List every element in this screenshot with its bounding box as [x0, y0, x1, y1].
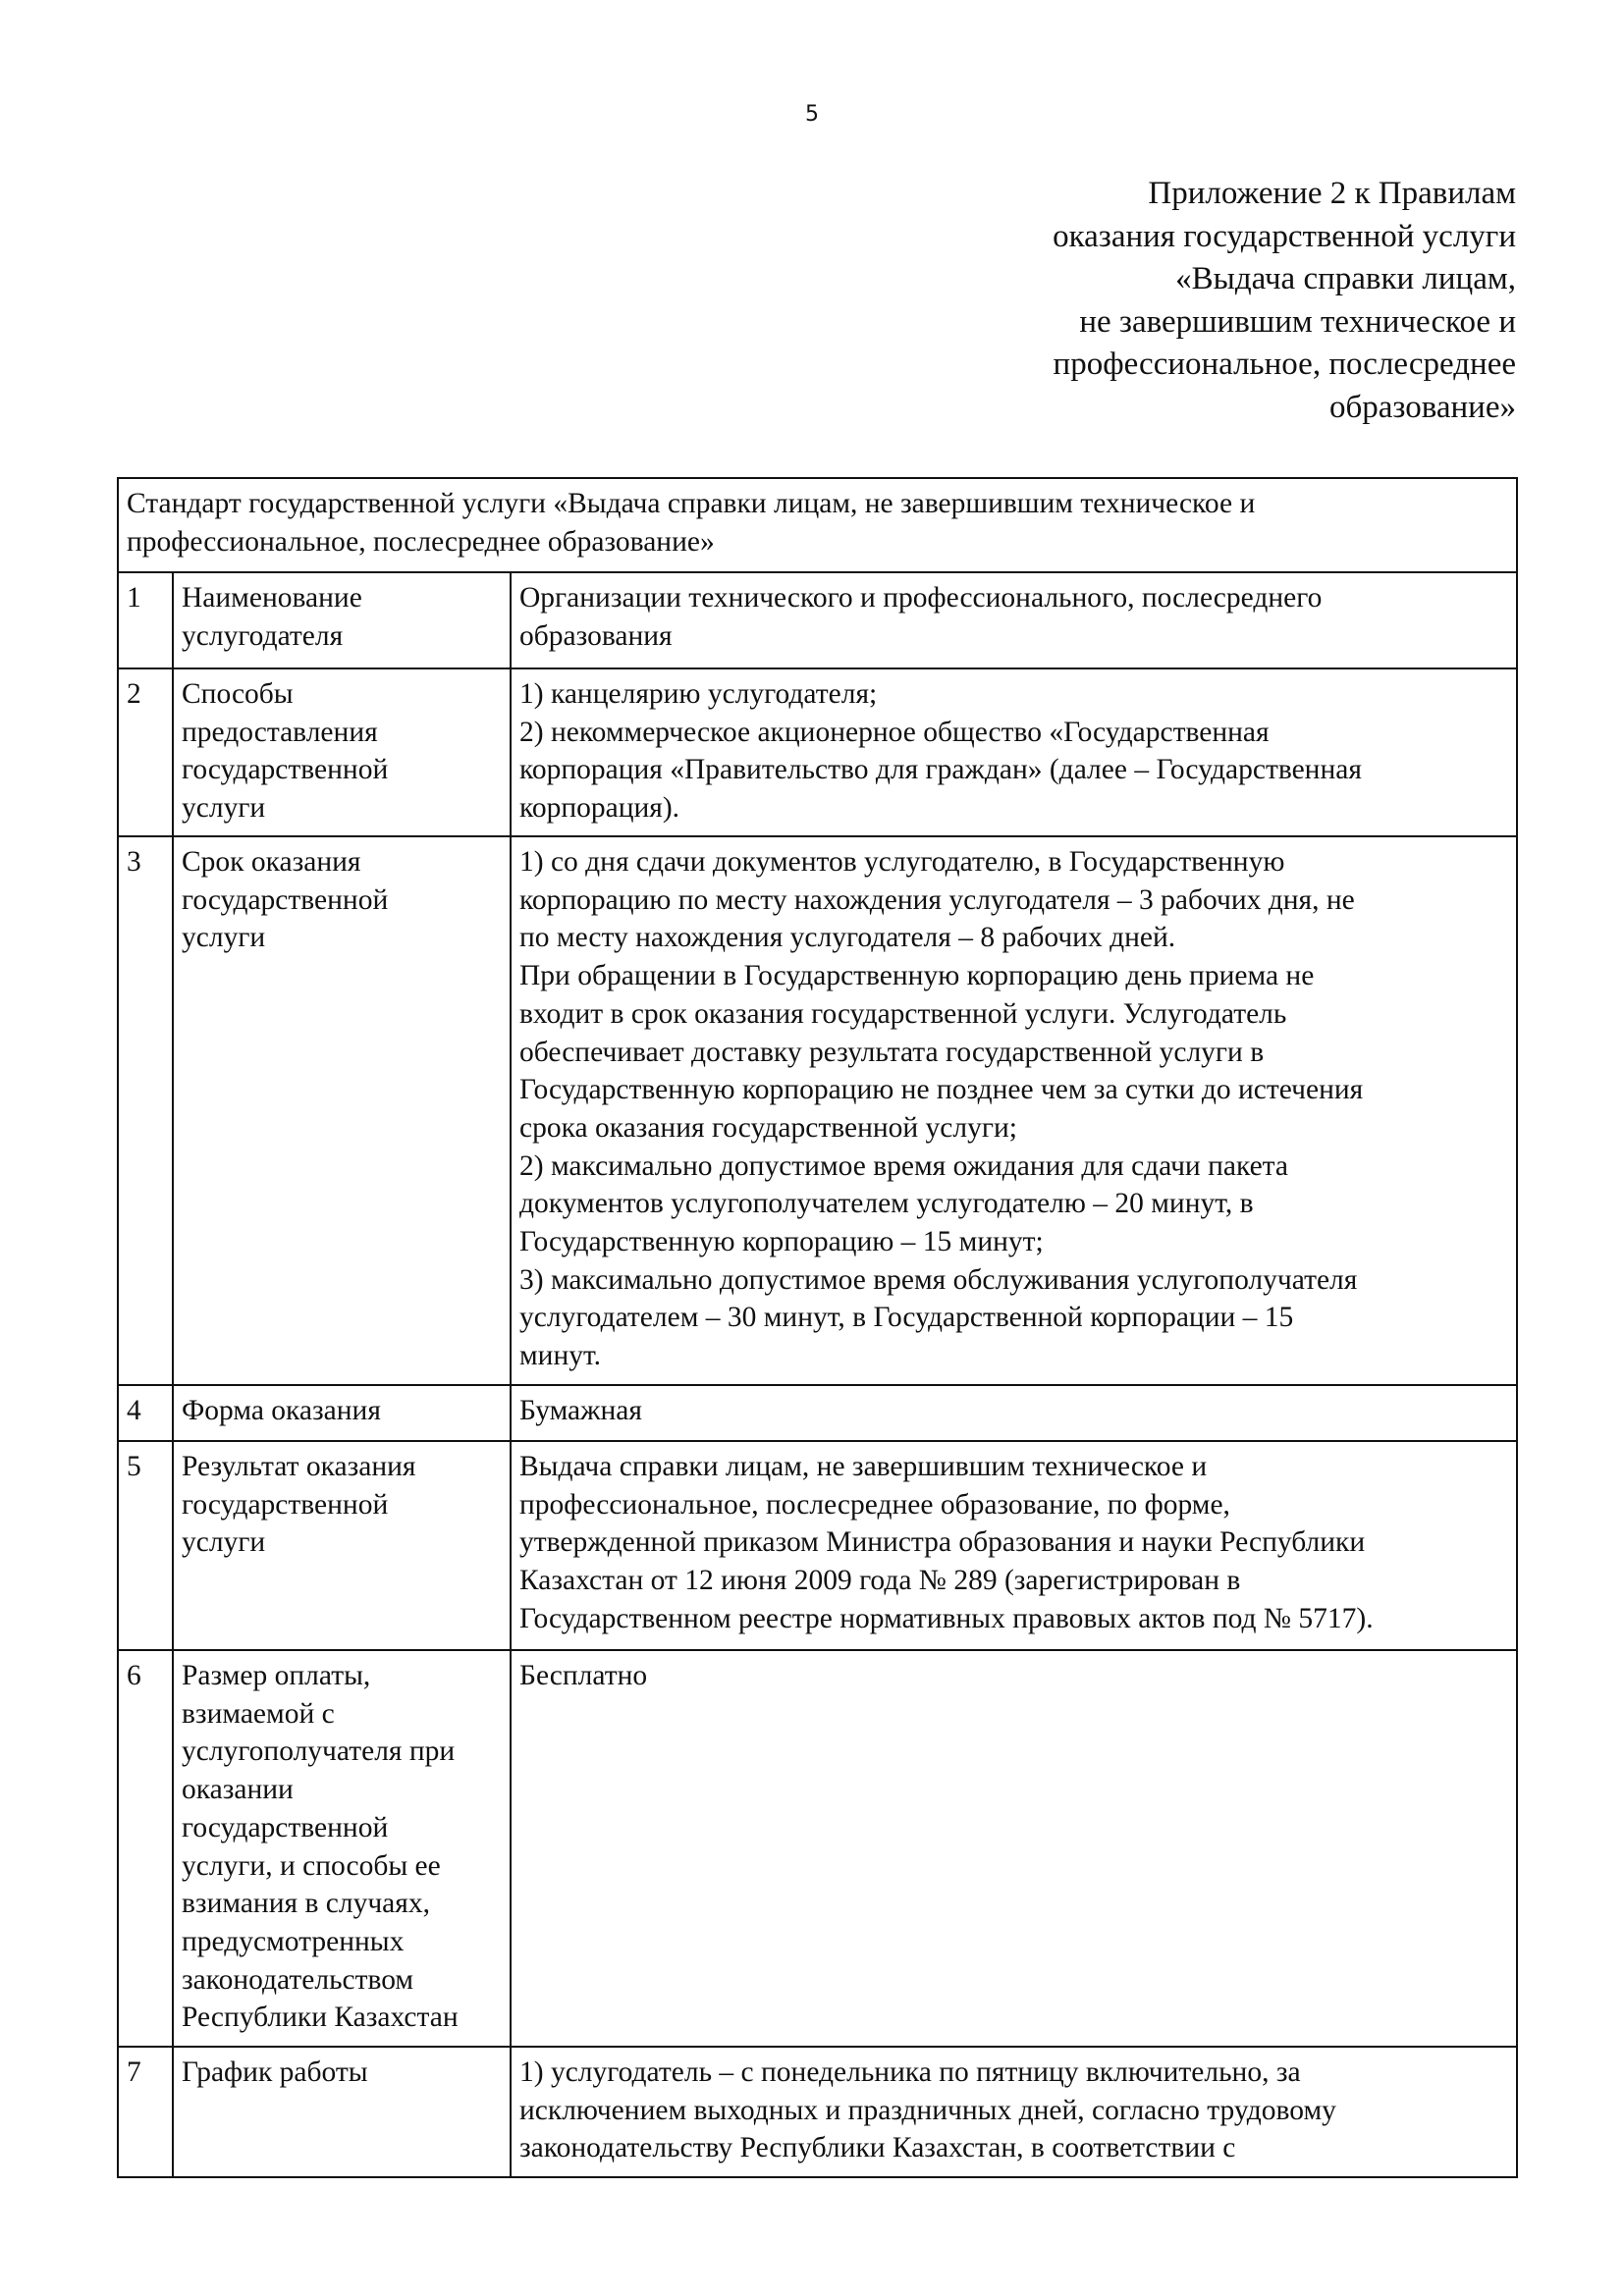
annex-header-line: «Выдача справки лицам,: [1175, 261, 1516, 296]
row-label-line: услуги, и способы ее: [182, 1849, 441, 1882]
row-value-line: Казахстан от 12 июня 2009 года № 289 (зарегистрирован в: [519, 1565, 1241, 1597]
table-row: [118, 572, 1517, 668]
row-value-line: 1) со дня сдачи документов услугодателю, в Государственную: [519, 846, 1285, 878]
row-label-line: услугополучателя при: [182, 1735, 456, 1768]
row-label-line: услуги: [182, 1526, 266, 1559]
row-value-line: Выдача справки лицам, не завершившим техническое и: [519, 1451, 1208, 1482]
row-label-line: государственной: [182, 1488, 389, 1521]
row-label-line: Размер оплаты,: [182, 1660, 371, 1691]
row-value-line: образования: [519, 619, 673, 652]
row-value-line: Организации технического и профессионального, послесреднего: [519, 582, 1323, 614]
row-value-line: услугодателем – 30 минут, в Государственной корпорации – 15: [519, 1302, 1294, 1334]
row-label-line: Наименование: [182, 582, 362, 614]
row-value: [511, 2047, 1517, 2177]
row-value: [511, 572, 1517, 668]
row-value-line: корпорация «Правительство для граждан» (далее – Государственная: [519, 754, 1362, 786]
table-title-line: профессиональное, послесреднее образование»: [127, 525, 715, 558]
row-value-line: Государственную корпорацию не позднее чем за сутки до истечения: [519, 1074, 1364, 1106]
row-label-line: государственной: [182, 1811, 389, 1843]
row-value-line: Государственном реестре нормативных правовых актов под № 5717).: [519, 1602, 1374, 1634]
row-value-line: корпорацию по месту нахождения услугодателя – 3 рабочих дня, не: [519, 883, 1355, 916]
row-number: 4: [118, 1385, 173, 1441]
annex-header-line: профессиональное, послесреднее: [1053, 347, 1516, 382]
row-value-line: по месту нахождения услугодателя – 8 рабочих дней.: [519, 922, 1176, 954]
row-label: [173, 1385, 511, 1441]
row-value-line: документов услугополучателем услугодателю – 20 минут, в: [519, 1188, 1254, 1220]
row-value-line: При обращении в Государственную корпорацию день приема не: [519, 960, 1315, 992]
row-label-line: предоставления: [182, 716, 378, 748]
row-label: [173, 2047, 511, 2177]
table-row: [118, 668, 1517, 836]
table-title: [118, 478, 1517, 572]
row-value-line: Государственную корпорацию – 15 минут;: [519, 1226, 1044, 1258]
row-label-line: предусмотренных: [182, 1925, 405, 1957]
row-value-line: минут.: [519, 1340, 602, 1372]
annex-header-line: образование»: [1328, 389, 1516, 425]
annex-header-line: Приложение 2 к Правилам: [1148, 176, 1516, 211]
row-label: [173, 668, 511, 836]
row-value-line: 2) максимально допустимое время ожидания для сдачи пакета: [519, 1149, 1289, 1182]
annex-header-line: не завершившим техническое и: [1079, 303, 1516, 340]
row-label-line: услугодателя: [182, 619, 344, 652]
table-row: [118, 1385, 1517, 1441]
row-number: 1: [118, 572, 173, 668]
annex-header-line: оказания государственной услуги: [1053, 218, 1516, 254]
row-value-line: Бесплатно: [519, 1660, 648, 1691]
row-value-line: утвержденной приказом Министра образования и науки Республики: [519, 1526, 1366, 1559]
table-title-row: [118, 478, 1517, 572]
row-number: 5: [118, 1441, 173, 1650]
row-value-line: срока оказания государственной услуги;: [519, 1111, 1017, 1144]
row-value-line: корпорация).: [519, 792, 680, 825]
row-label: [173, 572, 511, 668]
row-label: [173, 1441, 511, 1650]
row-value: [511, 836, 1517, 1385]
row-number: 6: [118, 1650, 173, 2047]
annex-header: [829, 173, 1516, 429]
row-value-line: 3) максимально допустимое время обслуживания услугополучателя: [519, 1263, 1358, 1296]
row-label-line: услуги: [182, 792, 266, 825]
row-value-line: 1) услугодатель – с понедельника по пятницу включительно, за: [519, 2056, 1301, 2088]
row-value-line: входит в срок оказания государственной услуги. Услугодатель: [519, 997, 1287, 1030]
table-title-line: Стандарт государственной услуги «Выдача справки лицам, не завершившим техническое и: [127, 488, 1256, 519]
row-value-line: профессиональное, послесреднее образование, по форме,: [519, 1488, 1230, 1521]
row-label-line: Результат оказания: [182, 1451, 416, 1482]
row-number: 7: [118, 2047, 173, 2177]
row-value: [511, 1441, 1517, 1650]
page-number: 5: [805, 102, 819, 127]
row-label-line: государственной: [182, 883, 389, 916]
row-label-line: взимания в случаях,: [182, 1888, 430, 1920]
row-label-line: Форма оказания: [182, 1395, 381, 1426]
row-label-line: оказании: [182, 1774, 294, 1806]
row-value: [511, 668, 1517, 836]
row-value-line: законодательству Республики Казахстан, в соответствии с: [519, 2132, 1236, 2164]
table-row: [118, 836, 1517, 1385]
row-value-line: обеспечивает доставку результата государственной услуги в: [519, 1036, 1265, 1068]
service-standard-table: [117, 477, 1518, 2178]
row-label-line: График работы: [182, 2056, 368, 2088]
row-number: 2: [118, 668, 173, 836]
table-row: [118, 1650, 1517, 2047]
row-value-line: Бумажная: [519, 1395, 642, 1426]
row-label-line: законодательством: [182, 1963, 414, 1996]
row-value-line: исключением выходных и праздничных дней, согласно трудовому: [519, 2094, 1336, 2126]
row-label: [173, 836, 511, 1385]
row-value: [511, 1385, 1517, 1441]
row-value-line: 2) некоммерческое акционерное общество «Государственная: [519, 716, 1270, 748]
row-label-line: Срок оказания: [182, 846, 361, 878]
row-value: [511, 1650, 1517, 2047]
row-label-line: услуги: [182, 922, 266, 954]
table-row: [118, 2047, 1517, 2177]
row-label-line: взимаемой с: [182, 1697, 335, 1730]
row-label-line: государственной: [182, 754, 389, 786]
row-label-line: Республики Казахстан: [182, 2002, 459, 2034]
row-label-line: Способы: [182, 678, 294, 710]
table-row: [118, 1441, 1517, 1650]
row-number: 3: [118, 836, 173, 1385]
row-value-line: 1) канцелярию услугодателя;: [519, 678, 878, 710]
row-label: [173, 1650, 511, 2047]
